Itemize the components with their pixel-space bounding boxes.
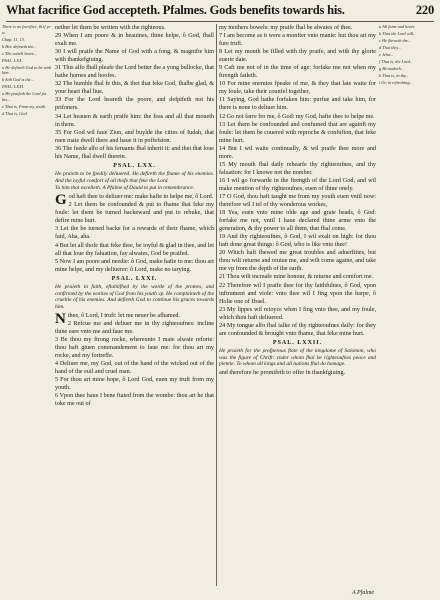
margin-note: There is no facrifice, & if ye w. [2,24,51,35]
verse: my mothers bowels: my praife fhal be alwaies of thee. [219,25,353,31]
verse: 5 For thou art mine hope, ô Lord God, euen my truft from my youth. [55,377,214,392]
margin-note: Chap. 11. 13. [2,36,25,42]
verse: 22 Therefore wil I praife thee for thy faithfulnes, ô God, vpon inftrument and viole: vnto thee wil I fing vpon the harpe, ô Holie one of Ifrael. [219,282,376,305]
margin-note: g He maketh.. [379,65,403,71]
verse-text: od haft thee to deliuer me: make hafte to helpe me, ô Lord. [68,194,214,201]
verse: 32 The humble fhal fe this, & thei that feke God, fhalbe glad, & your heart fhal liue. [55,81,214,96]
psalm-heading: PSAL. LXXII. [272,339,323,346]
verse: 30 I will praife the Name of God with a fong, & magnifie him with thankefgiuing. [55,49,214,64]
verse: 5 Now I am poore and needie: ô God, make hafte to me: thou art mine helpe, and my deliuerer: ô Lord, make no tarying. [55,258,214,273]
verse: 20 Which haft fhewed me great troubles and aduerfities, but thou wilt returne and reuiue me, and wilt come againe, and take me vp from the depth of the earth. [219,250,376,273]
psalm-argument: He praieth in faith, eftablifhed by the worde of the promes, and confirmed by the workes of God from his youth vp. He complaineth of the crueltie of his enemies. And defireth God to continue his graces towards him. [55,283,214,311]
left-margin-notes [2,24,52,582]
verse: 6 Vpon thee haue I bene ftaied from the wombe: thou art he that toke me out of [55,393,214,408]
verse: 35 For God wil faue Zion, and buylde the cities of Iudah, that men maie dwell there and haue it in poffefsion. [55,129,214,144]
drop-capital: N [55,310,66,327]
psalm-argument: He praieth to be fpedily deliuered. He defireth the fhame of his enemies. And the ioyful comfort of all thofe that feke the Lord. [55,170,214,184]
psalm-heading: PSAL. LXX. [113,162,156,169]
margin-note: d That they... [379,44,402,50]
drop-capital: G [55,192,67,209]
verse: 24 My tongue alfo fhal talke of thy righteoufnes daily: for they are confounded & brought vnto fhame, that feke mine hurt. [219,322,376,337]
verse: 31 This alfo fhall pleafe the Lord better the a yong bullocke, that hathe hornes and hoofes. [55,65,214,80]
verse: 2 Let them be confounded & put to fhame that feke my foule: let them be turned backeward and put to rebuke, that defire mine hurt. [55,202,214,225]
margin-note: e Jehu... [379,51,394,57]
margin-note: h That is, in thy.. [379,72,408,78]
verse: 3 Let the be turned backe for a rewarde of their fhame, which faid, Aha, aha. [55,226,214,241]
verse: nether let them be written with the righteous. [55,25,166,31]
margin-note: b That the Lord will.. [379,30,416,36]
margin-note: PSAL. LXX. [2,57,23,63]
verse: 11 Saying, God hathe forfaken him: purfue and take him, for there is none to deliuer him. [219,97,376,112]
verse: 4 Deliuer me, my God, out of the hand of the wicked out of the hand of the euil and cruel man. [55,361,214,376]
margin-note: b Sith God is the... [2,77,34,83]
verse: 23 My lippes wil reioyce when I fing vnto thee, and my foule, which thou haft deliuered. [219,306,376,321]
page-number: 220 [415,3,434,17]
verse: 18 Yea, euen vnto mine olde age and graie heads, ô God: forfake me not, vntil I haue declared thine arme vnto the generation, & thy power to all them, that fhal come. [219,210,376,233]
verse: 8 Let my mouth be filled with thy praife, and with thy glorie euerie daie. [219,49,376,64]
verse: 9 Caft me not of in the time of age: forfake me not when my ftrength faileth. [219,65,376,80]
margin-note: c That is, From my youth. [2,103,47,109]
verse: 10 For mine enemies fpeake of me, & they that laie waite for my foule, take their counfel together, [219,81,376,96]
margin-note: d That is, God. [2,110,28,116]
header-rule [6,21,434,22]
margin-note: i Or, in refreshing.. [379,79,412,85]
verse: 14 But I wil waite continually, & wil praife thee more and more. [219,145,376,160]
catchword: A Pfalme [351,590,374,596]
verse: 34 Let heauen & earth praife him: the feas and all that moueth in them. [55,113,214,128]
margin-note: c He fheweth the... [379,37,411,43]
margin-note: f That is, the Lord.. [379,58,412,64]
margin-note: b Hee defineth the... [2,43,37,49]
psalm-argument: He praieth for the profperous ftate of the kingdome of Salomon, who was the figure of Chrift: vnder whom fhal be righteoufnes peace and plentie. To whom all kings and all nations fhal do homage. [219,347,376,368]
verse: 15 My mouth fhal daily rehearfe thy righteoufnes, and thy faluation: for I knowe not the nomber. [219,161,376,176]
verse: 13 Let them be confounded and confumed that are againft my foule: let them be couered with reproche & confufion, that feke mine hurt. [219,121,376,144]
verse: 17 O God, thou haft taught me from my youth euen vntil now: therefore wil I tel of thy wonderous workes, [219,193,376,209]
margin-note: a He defireth God to be with him. [2,64,52,76]
verse: 16 I wil go forwarde in the ftrength of the Lord God, and wil make mention of thy righteoufnes, euen of thine onely. [219,177,376,192]
verse: 33 For the Lord heareth the poore, and defpifeth not his prifoners. [55,97,214,112]
column-divider [216,24,217,586]
margin-note: c The cattell heare... [2,50,38,56]
text-column-right [219,24,376,586]
margin-note: PSAL. LXXI. [2,84,25,90]
right-margin-notes [379,24,437,582]
verse: 36 The feede alfo of his feruants fhal inherit it: and thei that loue his Name, fhal dwell therein. [55,145,214,160]
verse: 7 I am become as it were a monfter vnto manie: but thou art my fure truft. [219,33,376,48]
verse: 3 Be thou my ftrong rocke, whereunto I maie alwaie reforte: thou haft giuen commandement to faue me: for thou art my rocke, and my fortreffe. [55,337,214,360]
verse: 2 Refcue me and deliuer me in thy righteoufnes: incline thine eare vnto me and faue me. [55,320,214,336]
text-column-left [55,24,214,586]
psalm-argument: To him that excelleth. A Pfalme of Dauid to put in remembrance. [55,185,195,192]
verse-text: thee, ô Lord, I truft: let me neuer be afhamed. [67,312,181,319]
verse: 21 Thou wilt increafe mine honour, & returne and comfort me. [219,274,374,281]
verse [55,310,214,327]
verse: 19 And thy righteoufnes, ô God, I wil exalt on high: for thou haft done great things: ô God, who is like vnto thee! [219,234,376,249]
psalm-heading: PSAL. LXXI. [111,275,158,282]
header-title: What facrifice God accepteth. Pfalmes. Gods benefits towards his. [6,3,345,17]
running-header [6,3,436,21]
verse: 12 Go not farre fro me, ô God: my God, hafte thee to helpe me. [219,113,375,120]
verse: and therefore he promifeth to offer in thankfgiuing. [219,370,346,377]
verse: 4 But let all thofe that feke thee, be ioyful & glad in thee, and let all that loue thy faluation, fay alwaies, God be praifed. [55,242,214,257]
margin-note: a All fame and heart. [379,24,416,29]
margin-note: a He praifeth the Lord for his... [2,91,47,102]
verse [55,192,214,209]
verse: 29 When I am poore & in heauines, thine helpe, ô God, fhall exalt me. [55,33,214,48]
